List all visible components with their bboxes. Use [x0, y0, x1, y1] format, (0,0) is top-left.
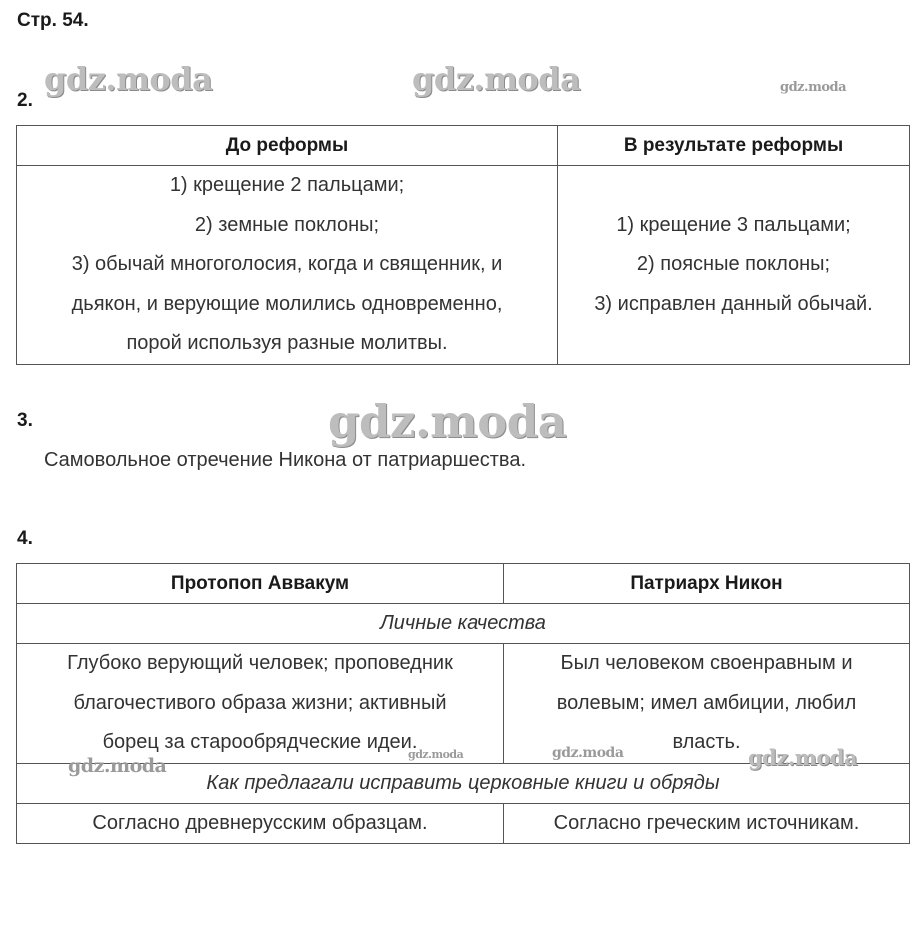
task-4-avvakum-line: Глубоко верующий человек; проповедник — [67, 652, 453, 675]
task-4-avvakum-line: благочестивого образа жизни; активный — [73, 691, 447, 714]
task-2-before-line: 2) земные поклоны; — [194, 213, 380, 236]
task-2-before-line: дьякон, и верующие молились одновременно, — [71, 292, 503, 315]
task-3-answer: Самовольное отречение Никона от патриаршества. — [44, 449, 527, 471]
watermark-logo: gdz.moda — [328, 395, 567, 448]
watermark-logo: gdz.moda — [780, 80, 847, 95]
task-2-after-line: 3) исправлен данный обычай. — [594, 292, 873, 315]
task-2-after-line: 2) поясные поклоны; — [636, 253, 831, 276]
task-4-qualities-row — [17, 644, 910, 764]
task-4-section-row — [17, 764, 910, 804]
task-4-header-row — [17, 564, 910, 604]
task-2-after-line: 1) крещение 3 пальцами; — [616, 213, 851, 236]
watermark-logo: gdz.moda — [748, 745, 858, 770]
task-4-nikon-correction: Согласно греческим источникам. — [504, 804, 910, 844]
task-4-number: 4. — [17, 528, 33, 549]
task-4-section-row — [17, 604, 910, 644]
task-2-header-after: В результате реформы — [558, 126, 910, 166]
task-3-number: 3. — [17, 410, 33, 431]
task-2-before-line: 1) крещение 2 пальцами; — [169, 174, 405, 197]
task-4-nikon-line: власть. — [672, 731, 741, 754]
task-2-number: 2. — [17, 90, 33, 111]
task-4-header-avvakum: Протопоп Аввакум — [17, 564, 504, 604]
task-4-nikon-line: волевым; имел амбиции, любил — [556, 691, 857, 714]
task-2-before-line: порой используя разные молитвы. — [126, 332, 448, 355]
watermark-logo: gdz.moda — [552, 745, 624, 761]
watermark-logo: gdz.moda — [408, 748, 464, 761]
task-2-before-cell — [17, 166, 558, 365]
task-4-avvakum-line: борец за старообрядческие идеи. — [102, 731, 418, 754]
watermark-logo: gdz.moda — [68, 755, 167, 777]
task-4-avvakum-qualities — [17, 644, 504, 764]
task-4-section-personal-qualities: Личные качества — [17, 604, 910, 644]
task-4-section-correction: Как предлагали исправить церковные книги и обряды — [17, 764, 910, 804]
task-2-body-row — [17, 166, 910, 365]
task-4-table — [16, 563, 910, 844]
page-title: Стр. 54. — [17, 10, 89, 31]
task-2-before-line: 3) обычай многоголосия, когда и священник, и — [71, 253, 503, 276]
task-4-nikon-line: Был человеком своенравным и — [560, 652, 853, 675]
task-2-table — [16, 125, 910, 365]
watermark-logo: gdz.moda — [412, 60, 581, 98]
task-2-after-cell — [558, 166, 910, 365]
task-4-header-nikon: Патриарх Никон — [504, 564, 910, 604]
task-2-header-row — [17, 126, 910, 166]
task-4-correction-row — [17, 804, 910, 844]
task-2-header-before: До реформы — [17, 126, 558, 166]
task-4-avvakum-correction: Согласно древнерусским образцам. — [17, 804, 504, 844]
watermark-logo: gdz.moda — [44, 60, 213, 98]
task-4-nikon-qualities — [504, 644, 910, 764]
